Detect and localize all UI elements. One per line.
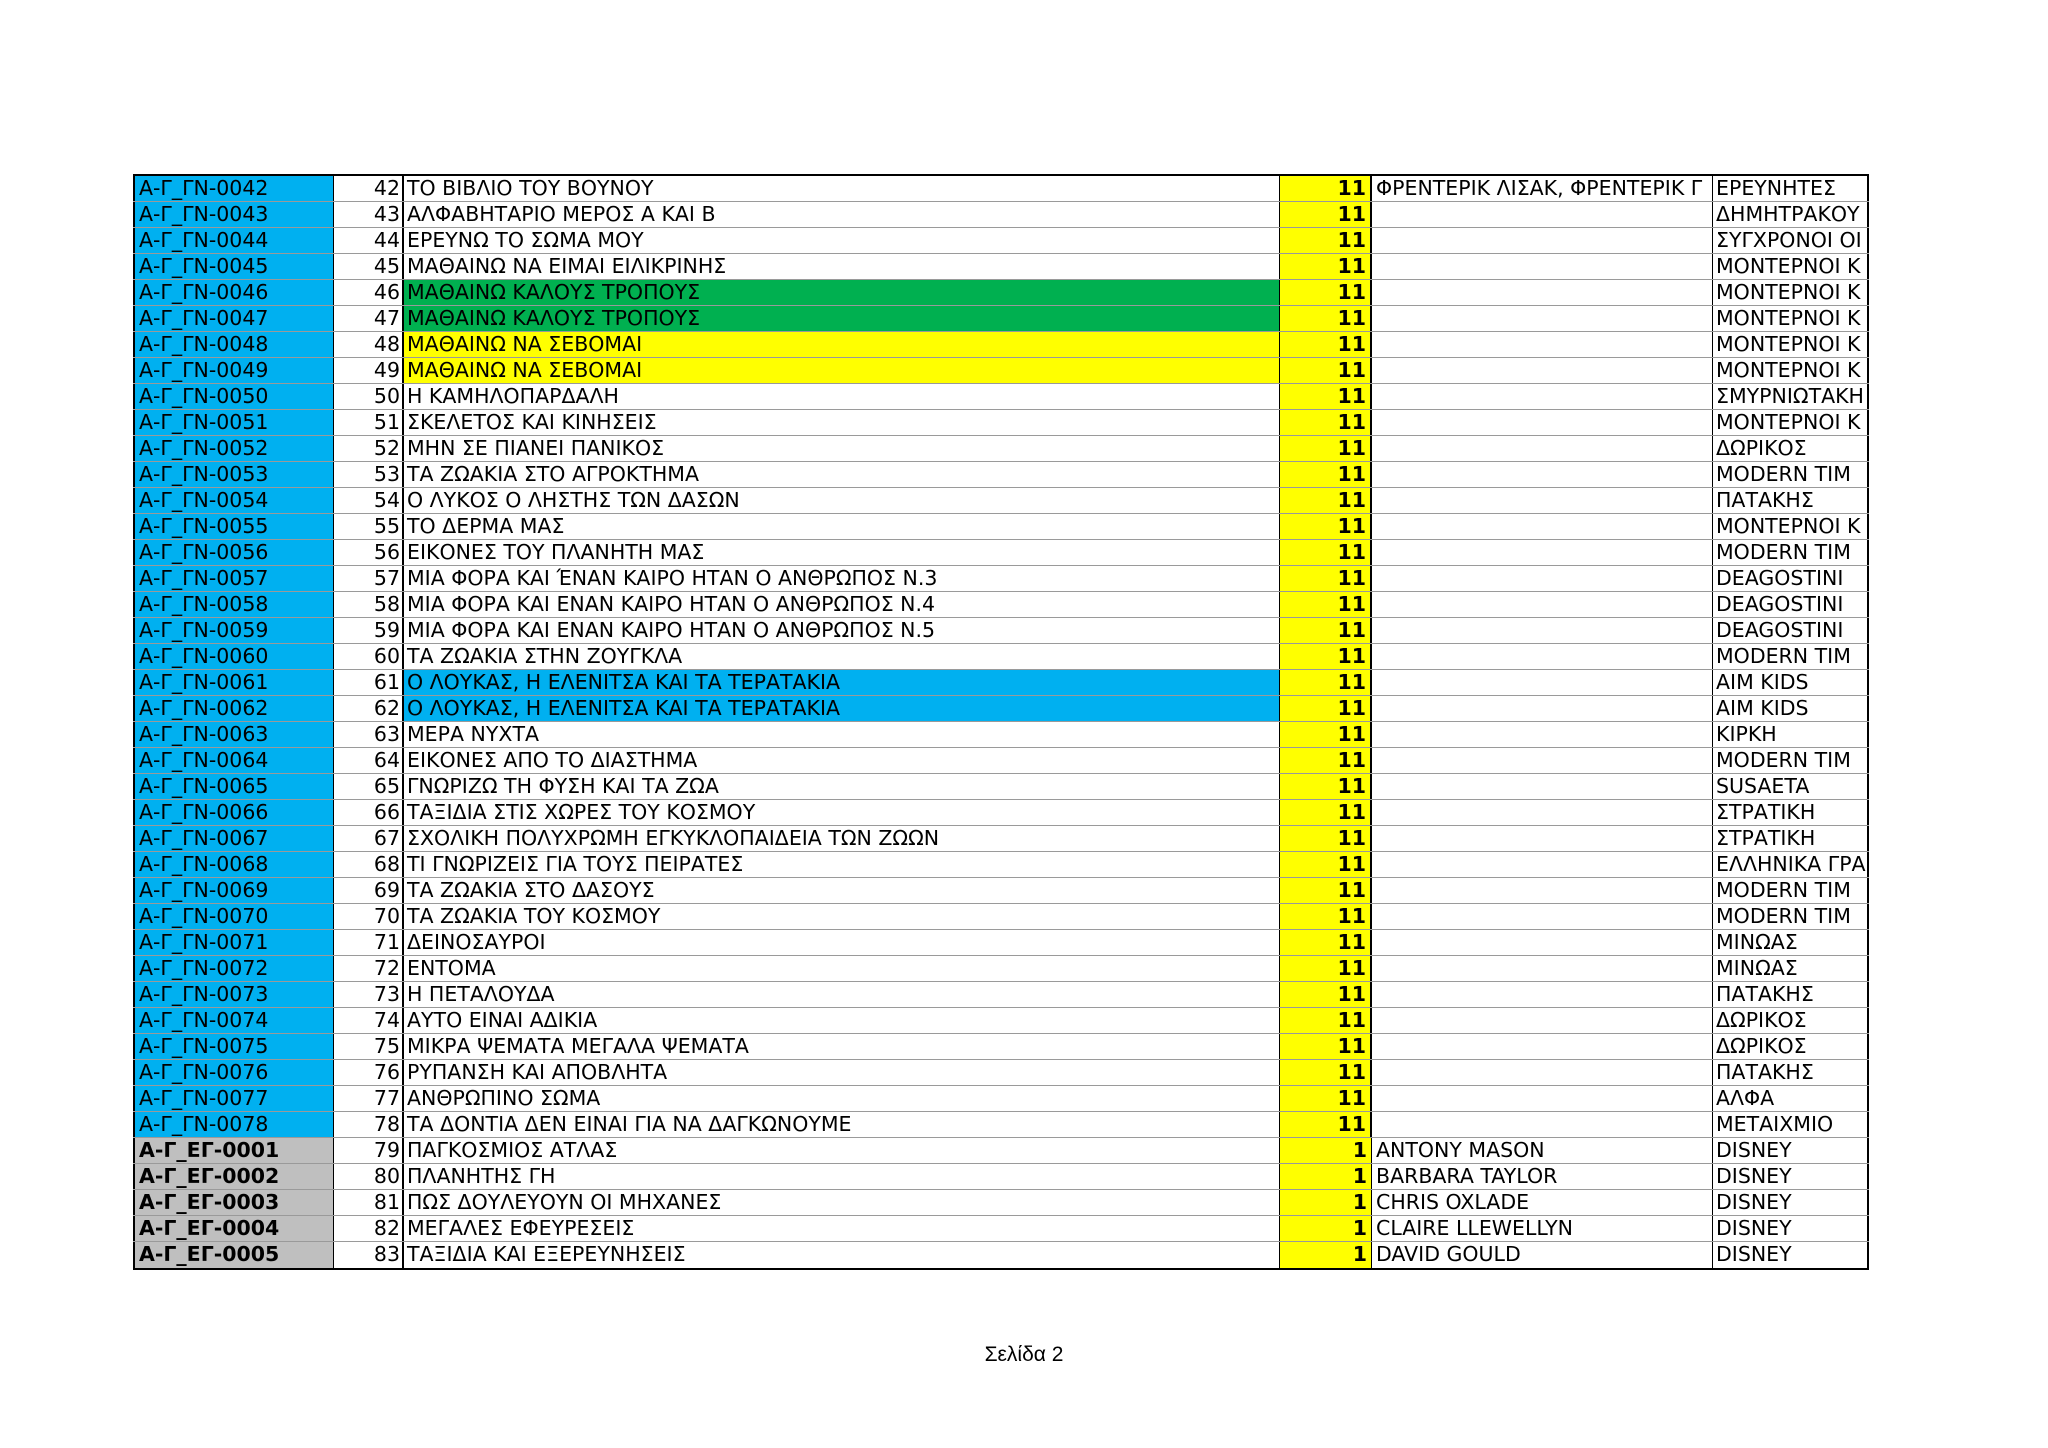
catalog-code-cell: Α-Γ_ΓΝ-0046 (133, 280, 334, 305)
author-cell (1372, 228, 1713, 253)
catalog-code-cell: Α-Γ_ΓΝ-0075 (133, 1034, 334, 1059)
volume-cell: 11 (1280, 462, 1372, 487)
catalog-code-cell: Α-Γ_ΓΝ-0073 (133, 982, 334, 1007)
volume-cell: 11 (1280, 228, 1372, 253)
publisher-cell: ΠΑΤΑΚΗΣ (1713, 1060, 1869, 1085)
row-number-cell: 50 (334, 384, 404, 409)
table-row (133, 540, 1869, 566)
volume-cell: 1 (1280, 1164, 1372, 1189)
book-title-cell: Η ΠΕΤΑΛΟΥΔΑ (404, 982, 1280, 1007)
volume-cell: 11 (1280, 254, 1372, 279)
author-cell (1372, 1060, 1713, 1085)
publisher-cell: MODERN TIM (1713, 748, 1869, 773)
table-row (133, 1216, 1869, 1242)
volume-cell: 11 (1280, 696, 1372, 721)
catalog-code-cell: Α-Γ_ΓΝ-0051 (133, 410, 334, 435)
table-row (133, 644, 1869, 670)
row-number-cell: 78 (334, 1112, 404, 1137)
book-title-cell: ΜΙΑ ΦΟΡΑ ΚΑΙ ΕΝΑΝ ΚΑΙΡΟ ΗΤΑΝ Ο ΑΝΘΡΩΠΟΣ Ν.5 (404, 618, 1280, 643)
author-cell (1372, 670, 1713, 695)
table-row (133, 566, 1869, 592)
book-title-cell: ΜΙΚΡΑ ΨΕΜΑΤΑ ΜΕΓΑΛΑ ΨΕΜΑΤΑ (404, 1034, 1280, 1059)
book-title-cell: ΤΑ ΖΩΑΚΙΑ ΣΤΟ ΑΓΡΟΚΤΗΜΑ (404, 462, 1280, 487)
author-cell (1372, 254, 1713, 279)
publisher-cell: DISNEY (1713, 1242, 1869, 1268)
publisher-cell: ΜΟΝΤΕΡΝΟΙ Κ (1713, 514, 1869, 539)
catalog-code-cell: Α-Γ_ΓΝ-0048 (133, 332, 334, 357)
row-number-cell: 45 (334, 254, 404, 279)
author-cell: DAVID GOULD (1372, 1242, 1713, 1268)
volume-cell: 11 (1280, 1112, 1372, 1137)
catalog-code-cell: Α-Γ_ΓΝ-0055 (133, 514, 334, 539)
catalog-code-cell: Α-Γ_ΓΝ-0065 (133, 774, 334, 799)
publisher-cell: MODERN TIM (1713, 878, 1869, 903)
book-title-cell: Ο ΛΥΚΟΣ Ο ΛΗΣΤΗΣ ΤΩΝ ΔΑΣΩΝ (404, 488, 1280, 513)
book-title-cell: ΤΑ ΖΩΑΚΙΑ ΣΤΟ ΔΑΣΟΥΣ (404, 878, 1280, 903)
publisher-cell: DEAGOSTINI (1713, 592, 1869, 617)
book-title-cell: ΜΑΘΑΙΝΩ ΝΑ ΕΙΜΑΙ ΕΙΛΙΚΡΙΝΗΣ (404, 254, 1280, 279)
catalog-code-cell: Α-Γ_ΓΝ-0076 (133, 1060, 334, 1085)
row-number-cell: 60 (334, 644, 404, 669)
catalog-code-cell: Α-Γ_ΓΝ-0058 (133, 592, 334, 617)
volume-cell: 11 (1280, 540, 1372, 565)
catalog-code-cell: Α-Γ_ΕΓ-0004 (133, 1216, 334, 1241)
author-cell (1372, 644, 1713, 669)
volume-cell: 11 (1280, 1008, 1372, 1033)
author-cell (1372, 592, 1713, 617)
row-number-cell: 61 (334, 670, 404, 695)
author-cell (1372, 982, 1713, 1007)
book-title-cell: ΤΟ ΒΙΒΛΙΟ ΤΟΥ ΒΟΥΝΟΥ (404, 176, 1280, 201)
catalog-code-cell: Α-Γ_ΕΓ-0002 (133, 1164, 334, 1189)
catalog-code-cell: Α-Γ_ΓΝ-0044 (133, 228, 334, 253)
author-cell (1372, 540, 1713, 565)
table-row (133, 956, 1869, 982)
author-cell (1372, 306, 1713, 331)
table-row (133, 930, 1869, 956)
publisher-cell: ΜΙΝΩΑΣ (1713, 930, 1869, 955)
book-title-cell: ΤΑΞΙΔΙΑ ΣΤΙΣ ΧΩΡΕΣ ΤΟΥ ΚΟΣΜΟΥ (404, 800, 1280, 825)
author-cell (1372, 878, 1713, 903)
book-title-cell: ΣΧΟΛΙΚΗ ΠΟΛΥΧΡΩΜΗ ΕΓΚΥΚΛΟΠΑΙΔΕΙΑ ΤΩΝ ΖΩΩΝ (404, 826, 1280, 851)
volume-cell: 11 (1280, 280, 1372, 305)
volume-cell: 11 (1280, 982, 1372, 1007)
publisher-cell: ΜΟΝΤΕΡΝΟΙ Κ (1713, 280, 1869, 305)
publisher-cell: ΜΟΝΤΕΡΝΟΙ Κ (1713, 332, 1869, 357)
publisher-cell: DISNEY (1713, 1190, 1869, 1215)
row-number-cell: 79 (334, 1138, 404, 1163)
row-number-cell: 44 (334, 228, 404, 253)
publisher-cell: ΔΩΡΙΚΟΣ (1713, 1008, 1869, 1033)
volume-cell: 11 (1280, 592, 1372, 617)
book-title-cell: ΓΝΩΡΙΖΩ ΤΗ ΦΥΣΗ ΚΑΙ ΤΑ ΖΩΑ (404, 774, 1280, 799)
author-cell: CLAIRE LLEWELLYN (1372, 1216, 1713, 1241)
book-title-cell: ΤΑ ΔΟΝΤΙΑ ΔΕΝ ΕΙΝΑΙ ΓΙΑ ΝΑ ΔΑΓΚΩΝΟΥΜΕ (404, 1112, 1280, 1137)
catalog-code-cell: Α-Γ_ΕΓ-0001 (133, 1138, 334, 1163)
catalog-code-cell: Α-Γ_ΓΝ-0069 (133, 878, 334, 903)
publisher-cell: ΣΜΥΡΝΙΩΤΑΚΗ (1713, 384, 1869, 409)
volume-cell: 11 (1280, 774, 1372, 799)
author-cell: BARBARA TAYLOR (1372, 1164, 1713, 1189)
catalog-code-cell: Α-Γ_ΓΝ-0045 (133, 254, 334, 279)
author-cell (1372, 852, 1713, 877)
row-number-cell: 68 (334, 852, 404, 877)
book-title-cell: ΜΑΘΑΙΝΩ ΚΑΛΟΥΣ ΤΡΟΠΟΥΣ (404, 306, 1280, 331)
volume-cell: 11 (1280, 1060, 1372, 1085)
book-title-cell: ΑΥΤΟ ΕΙΝΑΙ ΑΔΙΚΙΑ (404, 1008, 1280, 1033)
book-title-cell: ΡΥΠΑΝΣΗ ΚΑΙ ΑΠΟΒΛΗΤΑ (404, 1060, 1280, 1085)
volume-cell: 11 (1280, 306, 1372, 331)
publisher-cell: ΔΩΡΙΚΟΣ (1713, 436, 1869, 461)
volume-cell: 11 (1280, 722, 1372, 747)
volume-cell: 11 (1280, 930, 1372, 955)
row-number-cell: 72 (334, 956, 404, 981)
author-cell (1372, 800, 1713, 825)
row-number-cell: 63 (334, 722, 404, 747)
book-title-cell: ΠΑΓΚΟΣΜΙΟΣ ΑΤΛΑΣ (404, 1138, 1280, 1163)
table-row (133, 1190, 1869, 1216)
author-cell (1372, 202, 1713, 227)
book-title-cell: Ο ΛΟΥΚΑΣ, Η ΕΛΕΝΙΤΣΑ ΚΑΙ ΤΑ ΤΕΡΑΤΑΚΙΑ (404, 696, 1280, 721)
publisher-cell: ΣΤΡΑΤΙΚΗ (1713, 800, 1869, 825)
author-cell (1372, 280, 1713, 305)
publisher-cell: ΜΕΤΑΙΧΜΙΟ (1713, 1112, 1869, 1137)
book-title-cell: ΣΚΕΛΕΤΟΣ ΚΑΙ ΚΙΝΗΣΕΙΣ (404, 410, 1280, 435)
book-title-cell: ΤΑΞΙΔΙΑ ΚΑΙ ΕΞΕΡΕΥΝΗΣΕΙΣ (404, 1242, 1280, 1268)
publisher-cell: DISNEY (1713, 1164, 1869, 1189)
book-title-cell: ΜΑΘΑΙΝΩ ΝΑ ΣΕΒΟΜΑΙ (404, 332, 1280, 357)
author-cell (1372, 1112, 1713, 1137)
publisher-cell: ΜΟΝΤΕΡΝΟΙ Κ (1713, 254, 1869, 279)
table-row (133, 982, 1869, 1008)
book-title-cell: ΜΕΓΑΛΕΣ ΕΦΕΥΡΕΣΕΙΣ (404, 1216, 1280, 1241)
table-row (133, 852, 1869, 878)
table-row (133, 384, 1869, 410)
publisher-cell: ΕΡΕΥΝΗΤΕΣ (1713, 176, 1869, 201)
catalog-code-cell: Α-Γ_ΓΝ-0049 (133, 358, 334, 383)
row-number-cell: 70 (334, 904, 404, 929)
row-number-cell: 42 (334, 176, 404, 201)
book-title-cell: ΤΙ ΓΝΩΡΙΖΕΙΣ ΓΙΑ ΤΟΥΣ ΠΕΙΡΑΤΕΣ (404, 852, 1280, 877)
row-number-cell: 47 (334, 306, 404, 331)
table-row (133, 228, 1869, 254)
catalog-code-cell: Α-Γ_ΓΝ-0072 (133, 956, 334, 981)
publisher-cell: MODERN TIM (1713, 462, 1869, 487)
book-catalog-table (133, 174, 1869, 1270)
author-cell (1372, 514, 1713, 539)
author-cell (1372, 436, 1713, 461)
table-row (133, 1112, 1869, 1138)
author-cell (1372, 332, 1713, 357)
volume-cell: 1 (1280, 1242, 1372, 1268)
row-number-cell: 53 (334, 462, 404, 487)
author-cell (1372, 410, 1713, 435)
table-row (133, 514, 1869, 540)
book-title-cell: ΤΑ ΖΩΑΚΙΑ ΤΟΥ ΚΟΣΜΟΥ (404, 904, 1280, 929)
row-number-cell: 57 (334, 566, 404, 591)
row-number-cell: 64 (334, 748, 404, 773)
book-title-cell: ΕΡΕΥΝΩ ΤΟ ΣΩΜΑ ΜΟΥ (404, 228, 1280, 253)
catalog-code-cell: Α-Γ_ΓΝ-0077 (133, 1086, 334, 1111)
author-cell (1372, 748, 1713, 773)
volume-cell: 11 (1280, 358, 1372, 383)
row-number-cell: 65 (334, 774, 404, 799)
book-title-cell: ΕΝΤΟΜΑ (404, 956, 1280, 981)
book-title-cell: ΜΑΘΑΙΝΩ ΚΑΛΟΥΣ ΤΡΟΠΟΥΣ (404, 280, 1280, 305)
row-number-cell: 48 (334, 332, 404, 357)
author-cell: CHRIS OXLADE (1372, 1190, 1713, 1215)
book-title-cell: ΜΑΘΑΙΝΩ ΝΑ ΣΕΒΟΜΑΙ (404, 358, 1280, 383)
table-row (133, 436, 1869, 462)
catalog-code-cell: Α-Γ_ΓΝ-0078 (133, 1112, 334, 1137)
table-row (133, 280, 1869, 306)
table-row (133, 462, 1869, 488)
table-row (133, 202, 1869, 228)
row-number-cell: 73 (334, 982, 404, 1007)
volume-cell: 11 (1280, 332, 1372, 357)
catalog-code-cell: Α-Γ_ΓΝ-0066 (133, 800, 334, 825)
table-row (133, 618, 1869, 644)
row-number-cell: 81 (334, 1190, 404, 1215)
author-cell (1372, 774, 1713, 799)
volume-cell: 11 (1280, 410, 1372, 435)
volume-cell: 11 (1280, 488, 1372, 513)
table-row (133, 722, 1869, 748)
publisher-cell: ΣΤΡΑΤΙΚΗ (1713, 826, 1869, 851)
author-cell (1372, 1034, 1713, 1059)
catalog-code-cell: Α-Γ_ΓΝ-0061 (133, 670, 334, 695)
table-row (133, 592, 1869, 618)
volume-cell: 11 (1280, 644, 1372, 669)
table-row (133, 176, 1869, 202)
publisher-cell: DEAGOSTINI (1713, 618, 1869, 643)
catalog-code-cell: Α-Γ_ΓΝ-0047 (133, 306, 334, 331)
publisher-cell: DISNEY (1713, 1216, 1869, 1241)
table-row (133, 826, 1869, 852)
table-row (133, 1242, 1869, 1268)
table-row (133, 878, 1869, 904)
publisher-cell: ΜΟΝΤΕΡΝΟΙ Κ (1713, 358, 1869, 383)
publisher-cell: ΣΥΓΧΡΟΝΟΙ ΟΙ (1713, 228, 1869, 253)
catalog-code-cell: Α-Γ_ΓΝ-0070 (133, 904, 334, 929)
author-cell (1372, 696, 1713, 721)
volume-cell: 11 (1280, 384, 1372, 409)
author-cell (1372, 384, 1713, 409)
table-row (133, 800, 1869, 826)
catalog-code-cell: Α-Γ_ΓΝ-0052 (133, 436, 334, 461)
book-title-cell: ΑΛΦΑΒΗΤΑΡΙΟ ΜΕΡΟΣ Α ΚΑΙ Β (404, 202, 1280, 227)
publisher-cell: ΚΙΡΚΗ (1713, 722, 1869, 747)
row-number-cell: 56 (334, 540, 404, 565)
catalog-code-cell: Α-Γ_ΓΝ-0050 (133, 384, 334, 409)
volume-cell: 1 (1280, 1138, 1372, 1163)
book-title-cell: ΜΙΑ ΦΟΡΑ ΚΑΙ ΕΝΑΝ ΚΑΙΡΟ ΗΤΑΝ Ο ΑΝΘΡΩΠΟΣ Ν.4 (404, 592, 1280, 617)
volume-cell: 11 (1280, 826, 1372, 851)
row-number-cell: 59 (334, 618, 404, 643)
volume-cell: 1 (1280, 1216, 1372, 1241)
publisher-cell: AIM KIDS (1713, 670, 1869, 695)
author-cell: ΦΡΕΝΤΕΡΙΚ ΛΙΣΑΚ, ΦΡΕΝΤΕΡΙΚ Γ (1372, 176, 1713, 201)
catalog-code-cell: Α-Γ_ΓΝ-0071 (133, 930, 334, 955)
table-row (133, 1060, 1869, 1086)
catalog-code-cell: Α-Γ_ΓΝ-0062 (133, 696, 334, 721)
row-number-cell: 51 (334, 410, 404, 435)
table-row (133, 488, 1869, 514)
row-number-cell: 76 (334, 1060, 404, 1085)
book-title-cell: Η ΚΑΜΗΛΟΠΑΡΔΑΛΗ (404, 384, 1280, 409)
publisher-cell: AIM KIDS (1713, 696, 1869, 721)
row-number-cell: 58 (334, 592, 404, 617)
row-number-cell: 46 (334, 280, 404, 305)
row-number-cell: 75 (334, 1034, 404, 1059)
catalog-code-cell: Α-Γ_ΓΝ-0056 (133, 540, 334, 565)
volume-cell: 11 (1280, 514, 1372, 539)
book-title-cell: ΠΛΑΝΗΤΗΣ ΓΗ (404, 1164, 1280, 1189)
catalog-code-cell: Α-Γ_ΓΝ-0067 (133, 826, 334, 851)
volume-cell: 11 (1280, 1086, 1372, 1111)
publisher-cell: ΔΗΜΗΤΡΑΚΟΥ (1713, 202, 1869, 227)
row-number-cell: 82 (334, 1216, 404, 1241)
row-number-cell: 55 (334, 514, 404, 539)
book-title-cell: ΕΙΚΟΝΕΣ ΑΠΟ ΤΟ ΔΙΑΣΤΗΜΑ (404, 748, 1280, 773)
page-footer: Σελίδα 2 (984, 1343, 1064, 1366)
publisher-cell: ΑΛΦΑ (1713, 1086, 1869, 1111)
catalog-code-cell: Α-Γ_ΓΝ-0042 (133, 176, 334, 201)
volume-cell: 11 (1280, 566, 1372, 591)
publisher-cell: ΜΟΝΤΕΡΝΟΙ Κ (1713, 410, 1869, 435)
book-title-cell: ΜΙΑ ΦΟΡΑ ΚΑΙ ΈΝΑΝ ΚΑΙΡΟ ΗΤΑΝ Ο ΑΝΘΡΩΠΟΣ Ν.3 (404, 566, 1280, 591)
book-title-cell: ΤΑ ΖΩΑΚΙΑ ΣΤΗΝ ΖΟΥΓΚΛΑ (404, 644, 1280, 669)
book-title-cell: ΤΟ ΔΕΡΜΑ ΜΑΣ (404, 514, 1280, 539)
volume-cell: 11 (1280, 800, 1372, 825)
publisher-cell: MODERN TIM (1713, 644, 1869, 669)
row-number-cell: 43 (334, 202, 404, 227)
author-cell (1372, 488, 1713, 513)
book-title-cell: ΠΩΣ ΔΟΥΛΕΥΟΥΝ ΟΙ ΜΗΧΑΝΕΣ (404, 1190, 1280, 1215)
publisher-cell: MODERN TIM (1713, 904, 1869, 929)
author-cell (1372, 904, 1713, 929)
volume-cell: 11 (1280, 176, 1372, 201)
author-cell (1372, 566, 1713, 591)
publisher-cell: ΜΙΝΩΑΣ (1713, 956, 1869, 981)
author-cell (1372, 358, 1713, 383)
row-number-cell: 54 (334, 488, 404, 513)
volume-cell: 11 (1280, 670, 1372, 695)
publisher-cell: DISNEY (1713, 1138, 1869, 1163)
author-cell (1372, 618, 1713, 643)
table-row (133, 358, 1869, 384)
catalog-code-cell: Α-Γ_ΓΝ-0059 (133, 618, 334, 643)
publisher-cell: SUSAETA (1713, 774, 1869, 799)
volume-cell: 11 (1280, 618, 1372, 643)
table-row (133, 1008, 1869, 1034)
book-title-cell: ΜΕΡΑ ΝΥΧΤΑ (404, 722, 1280, 747)
publisher-cell: DEAGOSTINI (1713, 566, 1869, 591)
row-number-cell: 67 (334, 826, 404, 851)
catalog-code-cell: Α-Γ_ΕΓ-0005 (133, 1242, 334, 1268)
publisher-cell: ΠΑΤΑΚΗΣ (1713, 488, 1869, 513)
volume-cell: 11 (1280, 436, 1372, 461)
author-cell (1372, 930, 1713, 955)
volume-cell: 11 (1280, 878, 1372, 903)
table-row (133, 410, 1869, 436)
catalog-code-cell: Α-Γ_ΓΝ-0074 (133, 1008, 334, 1033)
book-title-cell: ΑΝΘΡΩΠΙΝΟ ΣΩΜΑ (404, 1086, 1280, 1111)
table-row (133, 904, 1869, 930)
catalog-code-cell: Α-Γ_ΓΝ-0060 (133, 644, 334, 669)
catalog-code-cell: Α-Γ_ΓΝ-0053 (133, 462, 334, 487)
author-cell (1372, 826, 1713, 851)
table-row (133, 696, 1869, 722)
book-title-cell: Ο ΛΟΥΚΑΣ, Η ΕΛΕΝΙΤΣΑ ΚΑΙ ΤΑ ΤΕΡΑΤΑΚΙΑ (404, 670, 1280, 695)
row-number-cell: 69 (334, 878, 404, 903)
table-row (133, 748, 1869, 774)
table-row (133, 306, 1869, 332)
book-title-cell: ΜΗΝ ΣΕ ΠΙΑΝΕΙ ΠΑΝΙΚΟΣ (404, 436, 1280, 461)
table-row (133, 254, 1869, 280)
table-row (133, 332, 1869, 358)
table-row (133, 774, 1869, 800)
table-row (133, 1086, 1869, 1112)
author-cell (1372, 956, 1713, 981)
catalog-code-cell: Α-Γ_ΓΝ-0043 (133, 202, 334, 227)
row-number-cell: 83 (334, 1242, 404, 1268)
volume-cell: 11 (1280, 202, 1372, 227)
row-number-cell: 62 (334, 696, 404, 721)
table-row (133, 1034, 1869, 1060)
catalog-code-cell: Α-Γ_ΓΝ-0054 (133, 488, 334, 513)
author-cell: ANTONY MASON (1372, 1138, 1713, 1163)
row-number-cell: 49 (334, 358, 404, 383)
author-cell (1372, 462, 1713, 487)
publisher-cell: ΔΩΡΙΚΟΣ (1713, 1034, 1869, 1059)
volume-cell: 11 (1280, 1034, 1372, 1059)
author-cell (1372, 1086, 1713, 1111)
table-row (133, 1164, 1869, 1190)
catalog-code-cell: Α-Γ_ΓΝ-0068 (133, 852, 334, 877)
publisher-cell: ΕΛΛΗΝΙΚΑ ΓΡΑ (1713, 852, 1869, 877)
publisher-cell: ΜΟΝΤΕΡΝΟΙ Κ (1713, 306, 1869, 331)
volume-cell: 11 (1280, 904, 1372, 929)
volume-cell: 1 (1280, 1190, 1372, 1215)
author-cell (1372, 722, 1713, 747)
publisher-cell: ΠΑΤΑΚΗΣ (1713, 982, 1869, 1007)
row-number-cell: 77 (334, 1086, 404, 1111)
publisher-cell: MODERN TIM (1713, 540, 1869, 565)
catalog-code-cell: Α-Γ_ΓΝ-0063 (133, 722, 334, 747)
row-number-cell: 71 (334, 930, 404, 955)
table-row (133, 1138, 1869, 1164)
catalog-code-cell: Α-Γ_ΓΝ-0057 (133, 566, 334, 591)
row-number-cell: 52 (334, 436, 404, 461)
catalog-code-cell: Α-Γ_ΓΝ-0064 (133, 748, 334, 773)
row-number-cell: 80 (334, 1164, 404, 1189)
table-row (133, 670, 1869, 696)
row-number-cell: 74 (334, 1008, 404, 1033)
author-cell (1372, 1008, 1713, 1033)
book-title-cell: ΔΕΙΝΟΣΑΥΡΟΙ (404, 930, 1280, 955)
volume-cell: 11 (1280, 852, 1372, 877)
volume-cell: 11 (1280, 956, 1372, 981)
volume-cell: 11 (1280, 748, 1372, 773)
book-title-cell: ΕΙΚΟΝΕΣ ΤΟΥ ΠΛΑΝΗΤΗ ΜΑΣ (404, 540, 1280, 565)
catalog-code-cell: Α-Γ_ΕΓ-0003 (133, 1190, 334, 1215)
row-number-cell: 66 (334, 800, 404, 825)
